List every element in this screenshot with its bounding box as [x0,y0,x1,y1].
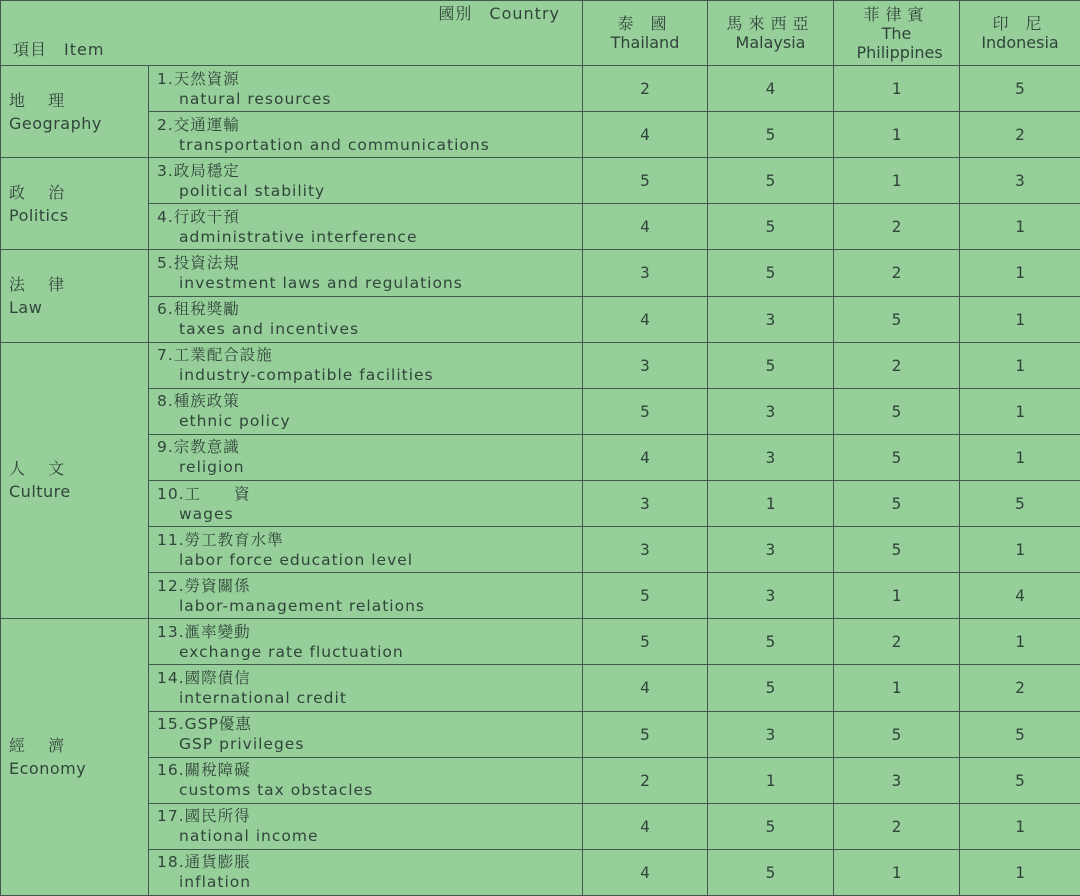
score-cell-indonesia: 2 [960,665,1080,711]
item-label-en: administrative interference [179,227,418,246]
score-cell-thailand: 3 [583,250,708,296]
score-cell-indonesia: 1 [960,434,1080,480]
item-label-zh: 5.投資法規 [157,253,240,272]
item-header-label: 項目 Item [13,40,105,59]
score-cell-indonesia: 1 [960,849,1080,895]
score-cell-indonesia: 1 [960,250,1080,296]
score-cell-malaysia: 5 [708,204,834,250]
item-label-en: wages [179,504,234,523]
score-cell-philippines: 1 [834,112,960,158]
item-cell [149,342,583,388]
item-label-en: ethnic policy [179,412,291,431]
country-name-zh: 泰 國 [617,14,673,33]
score-cell-malaysia: 3 [708,388,834,434]
score-cell-philippines: 5 [834,296,960,342]
score-cell-malaysia: 5 [708,158,834,204]
score-cell-thailand: 4 [583,665,708,711]
item-label-zh: 2.交通運輸 [157,115,240,134]
country-name-en: Thailand [610,33,680,52]
score-cell-indonesia: 4 [960,573,1080,619]
country-name-zh: 菲律賓 [863,4,930,24]
table-row [1,665,1080,711]
score-cell-malaysia: 4 [708,66,834,112]
score-cell-thailand: 5 [583,388,708,434]
item-cell [149,849,583,895]
score-cell-malaysia: 5 [708,619,834,665]
item-label-en: religion [179,458,245,477]
column-header-indonesia [960,1,1080,66]
item-label-en: exchange rate fluctuation [179,642,404,661]
score-cell-thailand: 4 [583,434,708,480]
item-label-en: international credit [179,688,347,707]
score-cell-indonesia: 3 [960,158,1080,204]
table-row [1,112,1080,158]
table-header-row [1,1,1080,66]
score-cell-indonesia: 1 [960,619,1080,665]
score-cell-philippines: 1 [834,665,960,711]
item-cell [149,573,583,619]
item-label-en: labor-management relations [179,596,425,615]
item-label-zh: 3.政局穩定 [157,161,240,180]
category-label-zh: 政 治 [9,182,74,202]
item-label-en: customs tax obstacles [179,781,374,800]
item-label-en: natural resources [179,89,332,108]
item-cell [149,388,583,434]
item-label-zh: 12.勞資關係 [157,576,251,595]
score-cell-malaysia: 1 [708,480,834,526]
item-cell [149,803,583,849]
table-row [1,434,1080,480]
item-label-zh: 6.租稅獎勵 [157,300,240,319]
country-name-zh: 馬來西亞 [726,14,815,33]
item-cell [149,527,583,573]
item-label-zh: 1.天然資源 [157,69,240,88]
score-cell-philippines: 3 [834,757,960,803]
country-name-en: Indonesia [981,33,1059,52]
item-label-zh: 7.工業配合設施 [157,346,273,365]
score-cell-philippines: 2 [834,619,960,665]
item-cell [149,619,583,665]
score-cell-malaysia: 5 [708,250,834,296]
table-row [1,573,1080,619]
item-label-zh: 14.國際債信 [157,668,251,687]
category-label-en: Geography [9,113,102,133]
item-label-en: inflation [179,873,252,892]
score-cell-thailand: 4 [583,296,708,342]
score-cell-philippines: 1 [834,849,960,895]
item-cell [149,66,583,112]
country-header-label: 國別 Country [438,4,560,23]
score-cell-thailand: 4 [583,204,708,250]
score-cell-philippines: 5 [834,527,960,573]
category-label-en: Economy [9,759,87,779]
category-label-zh: 經 濟 [9,736,74,756]
category-label-zh: 人 文 [9,459,74,479]
score-cell-malaysia: 5 [708,112,834,158]
score-cell-philippines: 2 [834,803,960,849]
score-cell-thailand: 3 [583,527,708,573]
category-law [1,250,149,342]
item-label-en: national income [179,827,319,846]
table-row [1,158,1080,204]
item-label-zh: 4.行政干預 [157,207,240,226]
score-cell-malaysia: 3 [708,434,834,480]
item-cell [149,158,583,204]
score-cell-philippines: 5 [834,434,960,480]
score-cell-indonesia: 5 [960,757,1080,803]
score-cell-thailand: 5 [583,619,708,665]
item-cell [149,204,583,250]
score-cell-thailand: 2 [583,757,708,803]
score-cell-indonesia: 1 [960,342,1080,388]
score-cell-philippines: 2 [834,342,960,388]
score-cell-philippines: 5 [834,711,960,757]
score-cell-thailand: 3 [583,480,708,526]
table-row [1,527,1080,573]
table-row [1,480,1080,526]
item-label-zh: 13.滙率變動 [157,622,251,641]
score-cell-indonesia: 5 [960,480,1080,526]
score-cell-thailand: 3 [583,342,708,388]
score-cell-malaysia: 5 [708,665,834,711]
score-cell-thailand: 4 [583,112,708,158]
item-label-zh: 15.GSP優惠 [157,715,252,734]
item-label-en: investment laws and regulations [179,273,463,292]
table-row [1,619,1080,665]
score-cell-philippines: 1 [834,158,960,204]
item-cell [149,112,583,158]
category-geography [1,66,149,158]
item-cell [149,480,583,526]
score-cell-philippines: 2 [834,204,960,250]
table-row [1,250,1080,296]
score-cell-indonesia: 1 [960,388,1080,434]
score-cell-thailand: 5 [583,158,708,204]
item-label-zh: 17.國民所得 [157,807,251,826]
item-cell [149,434,583,480]
table-row [1,388,1080,434]
score-cell-philippines: 1 [834,573,960,619]
item-label-en: industry-compatible facilities [179,366,434,385]
country-name-zh: 印 尼 [992,14,1048,33]
score-cell-malaysia: 1 [708,757,834,803]
item-label-en: taxes and incentives [179,320,360,339]
score-cell-philippines: 2 [834,250,960,296]
item-label-zh: 16.關稅障礙 [157,761,251,780]
score-cell-malaysia: 5 [708,342,834,388]
score-cell-indonesia: 1 [960,296,1080,342]
item-cell [149,250,583,296]
country-name-en: Malaysia [735,33,806,52]
category-label-en: Culture [9,482,71,502]
score-cell-indonesia: 5 [960,66,1080,112]
score-cell-malaysia: 3 [708,573,834,619]
table-row [1,66,1080,112]
item-label-en: transportation and communications [179,135,490,154]
category-economy [1,619,149,896]
item-cell [149,711,583,757]
category-culture [1,342,149,619]
item-label-zh: 18.通貨膨脹 [157,853,251,872]
score-cell-thailand: 2 [583,66,708,112]
score-cell-malaysia: 5 [708,803,834,849]
score-cell-thailand: 4 [583,849,708,895]
score-cell-thailand: 4 [583,803,708,849]
category-politics [1,158,149,250]
column-header-philippines [834,1,960,66]
table-row [1,342,1080,388]
column-header-malaysia [708,1,834,66]
item-cell [149,296,583,342]
category-label-en: Politics [9,205,69,225]
item-label-zh: 10.工 資 [157,484,251,503]
score-cell-philippines: 5 [834,480,960,526]
score-cell-malaysia: 3 [708,527,834,573]
score-cell-thailand: 5 [583,711,708,757]
item-country-header [1,1,583,66]
score-cell-indonesia: 1 [960,803,1080,849]
score-cell-indonesia: 1 [960,527,1080,573]
item-label-zh: 9.宗教意識 [157,438,240,457]
score-cell-indonesia: 2 [960,112,1080,158]
category-label-en: Law [9,298,43,318]
item-cell [149,665,583,711]
item-cell [149,757,583,803]
item-label-zh: 8.種族政策 [157,392,240,411]
score-cell-indonesia: 1 [960,204,1080,250]
table-row [1,296,1080,342]
table-body [1,66,1080,896]
item-label-zh: 11.勞工教育水準 [157,530,284,549]
table-row [1,757,1080,803]
column-header-thailand [583,1,708,66]
table-row [1,849,1080,895]
country-name-en: The Philippines [856,23,943,62]
score-cell-malaysia: 5 [708,849,834,895]
score-cell-malaysia: 3 [708,296,834,342]
table-row [1,803,1080,849]
score-cell-indonesia: 5 [960,711,1080,757]
category-label-zh: 法 律 [9,275,74,295]
table-row [1,204,1080,250]
score-cell-malaysia: 3 [708,711,834,757]
item-label-en: labor force education level [179,550,414,569]
score-cell-philippines: 1 [834,66,960,112]
score-cell-philippines: 5 [834,388,960,434]
item-label-en: political stability [179,181,326,200]
category-label-zh: 地 理 [9,90,74,110]
table-row [1,711,1080,757]
item-label-en: GSP privileges [179,735,305,754]
score-cell-thailand: 5 [583,573,708,619]
